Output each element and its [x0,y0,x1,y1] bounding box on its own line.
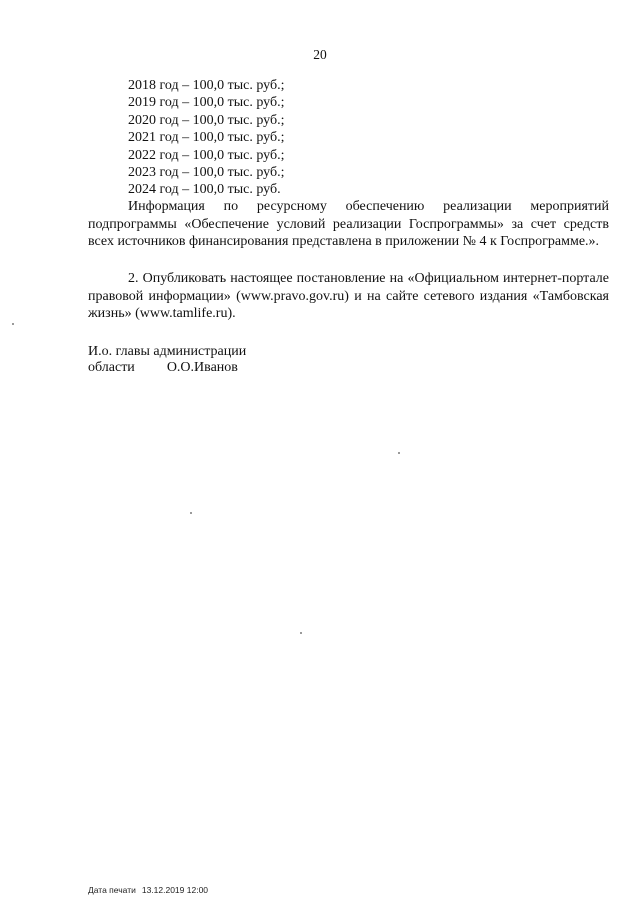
resource-info-paragraph [88,198,609,251]
funding-line: 2019 год – 100,0 тыс. руб.; [128,95,285,111]
publication-paragraph [88,270,609,323]
paragraph-text: Информация по ресурсному обеспечению реализации мероприятий подпрограммы «Обеспечение условий реализации Госпрограммы» за счет средств всех источников финансирования представлена в приложении № 4 к Госпрограмме.». [88,199,609,250]
funding-line: 2021 год – 100,0 тыс. руб.; [128,130,285,146]
paragraph-text: 2. Опубликовать настоящее постановление на «Официальном интернет-портале правовой информации» (www.pravo.gov.ru) и на сайте сетевого издания «Тамбовская жизнь» (www.tamlife.ru). [88,271,609,322]
funding-line: 2022 год – 100,0 тыс. руб.; [128,147,285,163]
print-date [88,885,208,895]
signatory-region: области [88,359,135,375]
signatory-position-cont [88,360,246,376]
funding-line: 2023 год – 100,0 тыс. руб.; [128,165,285,181]
scan-speck [300,632,302,634]
scan-speck [398,452,400,454]
funding-line: 2018 год – 100,0 тыс. руб.; [128,78,285,93]
page-number: 20 [313,47,327,62]
print-date-label: Дата печати [88,885,136,895]
signatory-name: О.О.Иванов [166,359,238,375]
print-date-value: 13.12.2019 12:00 [141,885,209,895]
funding-line: 2020 год – 100,0 тыс. руб.; [128,112,285,128]
scan-speck [190,512,192,514]
scan-speck [12,323,14,325]
funding-list [128,77,285,199]
signatory-position: И.о. главы администрации [88,344,247,359]
signature-block [88,344,246,375]
funding-line: 2024 год – 100,0 тыс. руб. [128,182,281,198]
